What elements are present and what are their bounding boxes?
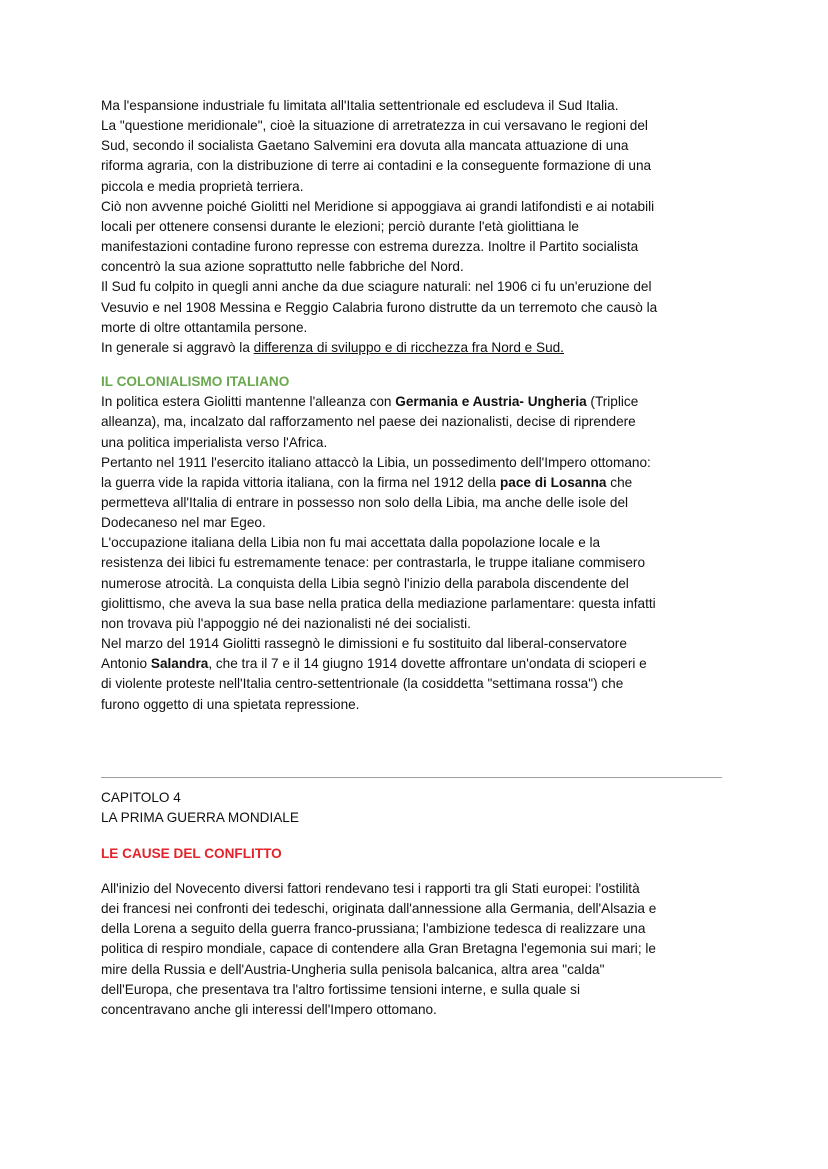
section-heading-causes: LE CAUSE DEL CONFLITTO bbox=[101, 846, 282, 861]
text-line: una politica imperialista verso l'Africa. bbox=[101, 434, 328, 450]
bold-phrase: Salandra bbox=[150, 656, 209, 672]
text-line: locali per ottenere consensi durante le elezioni; perciò durante l'età giolittiana le bbox=[101, 218, 579, 234]
text-line: Pertanto nel 1911 l'esercito italiano attaccò la Libia, un possedimento dell'Impero ottomano: bbox=[101, 454, 651, 470]
text-line: Vesuvio e nel 1908 Messina e Reggio Calabria furono distrutte da un terremoto che causò la bbox=[101, 299, 658, 315]
causes-section bbox=[101, 879, 656, 1020]
text-line: Ciò non avvenne poiché Giolitti nel Meridione si appoggiava ai grandi latifondisti e ai notabili bbox=[101, 198, 655, 214]
text-line: non trovava più l'appoggio né dei nazionalisti né dei socialisti. bbox=[101, 615, 471, 631]
text-line: dell'Europa, che presentava tra l'altro fortissime tensioni interne, e sulla quale si bbox=[101, 981, 580, 997]
text-line: morte di oltre ottantamila persone. bbox=[101, 319, 308, 335]
text-span: Antonio bbox=[101, 656, 151, 672]
text-line: riforma agraria, con la distribuzione di terre ai contadini e la conseguente formazione di una bbox=[101, 158, 652, 174]
text-line: Nel marzo del 1914 Giolitti rassegnò le dimissioni e fu sostituito dal liberal-conservatore bbox=[101, 636, 627, 652]
text-line: della Lorena a seguito della guerra franco-prussiana; l'ambizione tedesca di realizzare una bbox=[101, 921, 646, 937]
text-line: Il Sud fu colpito in quegli anni anche da due sciagure naturali: nel 1906 ci fu un'eruzione del bbox=[101, 279, 652, 295]
text-line: permetteva all'Italia di entrare in possesso non solo della Libia, ma anche delle isole del bbox=[101, 494, 629, 510]
text-line bbox=[101, 338, 731, 358]
text-span: (Triplice bbox=[586, 394, 639, 410]
text-line: manifestazioni contadine furono represse con estrema durezza. Inoltre il Partito socialista bbox=[101, 239, 639, 255]
document-body bbox=[101, 96, 731, 715]
text-line: Ma l'espansione industriale fu limitata all'Italia settentrionale ed escludeva il Sud Italia. bbox=[101, 98, 619, 113]
text-line: di violente proteste nell'Italia centro-settentrionale (la cosiddetta "settimana rossa") che bbox=[101, 676, 624, 692]
text-span: In politica estera Giolitti mantenne l'alleanza con bbox=[101, 394, 396, 410]
text-line: furono oggetto di una spietata repressione. bbox=[101, 696, 360, 712]
text-line: concentrò la sua azione soprattutto nelle fabbriche del Nord. bbox=[101, 259, 464, 275]
bold-phrase: pace di Losanna bbox=[499, 474, 607, 490]
text-span: In generale si aggravò la bbox=[101, 339, 254, 355]
text-line: politica di respiro mondiale, capace di contendere alla Gran Bretagna l'egemonia sui mari; le bbox=[101, 941, 656, 957]
text-line: giolittismo, che aveva la sua base nella pratica della mediazione parlamentare: questa infatti bbox=[101, 595, 656, 611]
text-line: dei francesi nei confronti dei tedeschi, originata dall'annessione alla Germania, dell'Alsazia e bbox=[101, 901, 657, 917]
chapter-header bbox=[101, 788, 299, 828]
text-line bbox=[101, 654, 731, 674]
text-line: Dodecaneso nel mar Egeo. bbox=[101, 515, 266, 531]
text-line: All'inizio del Novecento diversi fattori rendevano tesi i rapporti tra gli Stati europei: l'ostilità bbox=[101, 881, 640, 896]
colonialism-section bbox=[101, 392, 731, 715]
bold-phrase: Germania e Austria- Ungheria bbox=[395, 394, 587, 410]
text-line: numerose atrocità. La conquista della Libia segnò l'inizio della parabola discendente del bbox=[101, 575, 629, 591]
text-span: che bbox=[606, 474, 633, 490]
chapter-number: CAPITOLO 4 bbox=[101, 790, 181, 805]
text-span: la guerra vide la rapida vittoria italiana, con la firma nel 1912 della bbox=[101, 474, 500, 490]
text-line: Sud, secondo il socialista Gaetano Salvemini era dovuta alla mancata attuazione di una bbox=[101, 138, 629, 154]
section-heading-colonialism: IL COLONIALISMO ITALIANO bbox=[101, 374, 290, 390]
underlined-phrase: differenza di sviluppo e di ricchezza fra Nord e Sud. bbox=[253, 339, 564, 355]
text-line: mire della Russia e dell'Austria-Ungheria sulla penisola balcanica, altra area "calda" bbox=[101, 961, 605, 977]
intro-section bbox=[101, 96, 731, 358]
text-line bbox=[101, 392, 731, 412]
text-line: L'occupazione italiana della Libia non fu mai accettata dalla popolazione locale e la bbox=[101, 535, 601, 551]
text-line bbox=[101, 473, 731, 493]
text-span: , che tra il 7 e il 14 giugno 1914 dovette affrontare un'ondata di scioperi e bbox=[208, 656, 647, 672]
text-line: alleanza), ma, incalzato dal rafforzamento nel paese dei nazionalisti, decise di riprendere bbox=[101, 414, 636, 430]
text-line: La "questione meridionale", cioè la situazione di arretratezza in cui versavano le regioni del bbox=[101, 118, 648, 134]
text-line: concentravano anche gli interessi dell'Impero ottomano. bbox=[101, 1001, 437, 1017]
horizontal-divider bbox=[101, 777, 722, 778]
chapter-title: LA PRIMA GUERRA MONDIALE bbox=[101, 810, 299, 826]
text-line: piccola e media proprietà terriera. bbox=[101, 178, 304, 194]
text-line: resistenza dei libici fu estremamente tenace: per contrastarla, le truppe italiane commisero bbox=[101, 555, 646, 571]
